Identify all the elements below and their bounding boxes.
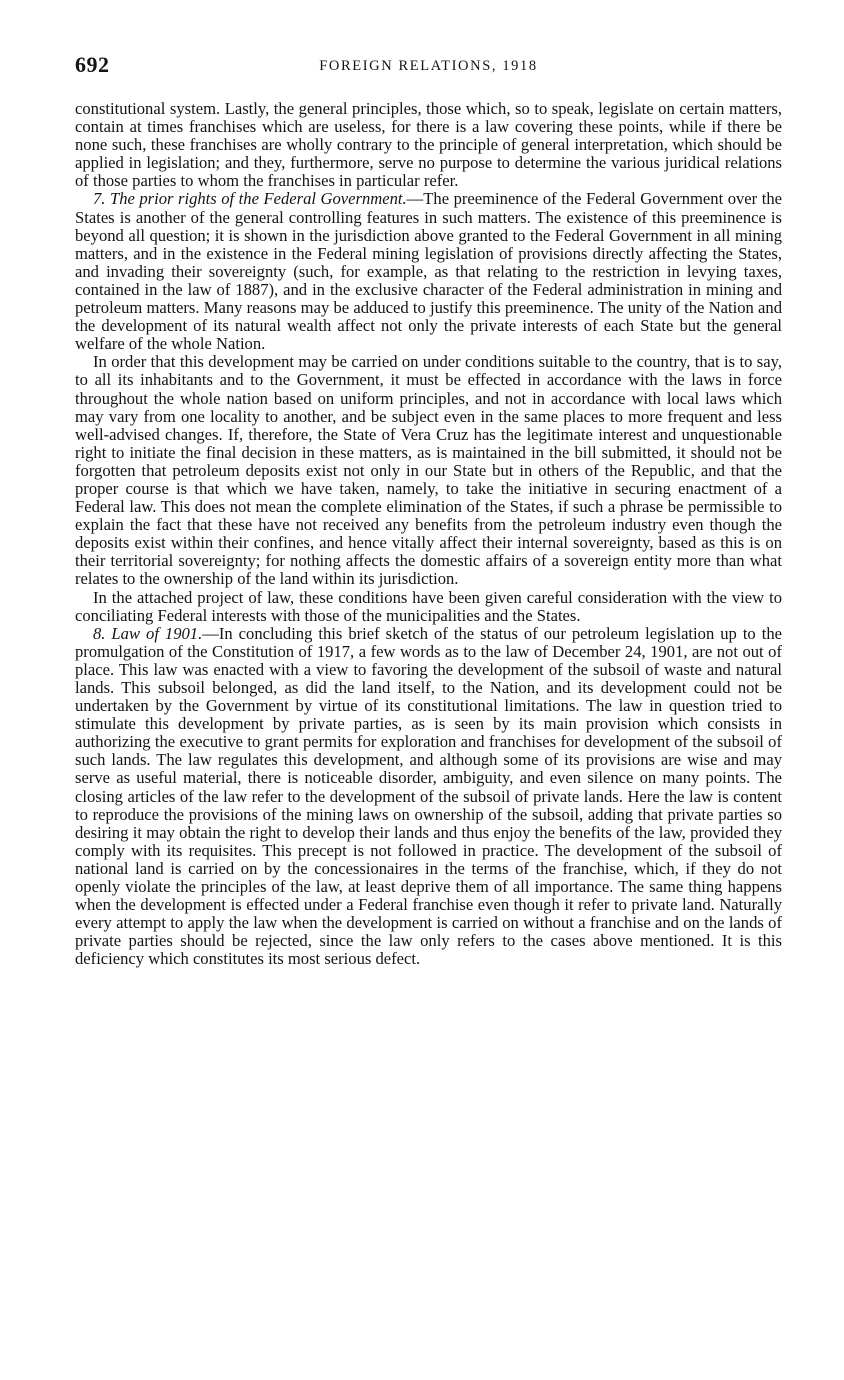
paragraph-text: In the attached project of law, these conditions have been given careful consideration with the view to conciliating Federal interests with those of the municipalities and the States. bbox=[75, 587, 782, 625]
paragraph-continuation bbox=[75, 100, 782, 190]
paragraph-section-8 bbox=[75, 625, 782, 969]
paragraph-text: —In concluding this brief sketch of the status of our petroleum legislation up to the promulgation of the Constitution of 1917, a few words as to the law of December 24, 1901, are not out of place. This law was enacted with a view to favoring the development of the subsoil of waste and natural lands. This subsoil belonged, as did the land itself, to the Nation, and its development could not be undertaken by the Government by virtue of its constitutional limitations. The law in question tried to stimulate this development by private parties, as is seen by its main provision which consists in authorizing the executive to grant permits for exploration and franchises for development of the subsoil of such lands. The law regulates this development, and although some of its provisions are wise and may serve as useful material, there is noticeable disorder, ambiguity, and even silence on many points. The closing articles of the law refer to the development of the subsoil of private lands. Here the law is content to reproduce the provisions of the mining laws on ownership of the subsoil, adding that private parties so desiring it may obtain the right to develop their lands and thus enjoy the benefits of the law, provided they comply with its requisites. This precept is not followed in practice. The development of the subsoil of national land is carried on by the concessionaires in the terms of the franchise, which, if they do not openly violate the principles of the law, at least deprive them of all importance. The same thing happens when the development is effected under a Federal franchise even though it refer to private land. Naturally every attempt to apply the law when the development is carried on without a franchise and on the lands of private parties should be rejected, since the law only refers to the cases above mentioned. It is this deficiency which constitutes its most serious defect. bbox=[75, 623, 782, 969]
paragraph-attached-project bbox=[75, 589, 782, 625]
body-text bbox=[75, 100, 782, 969]
section-heading: 8. Law of 1901. bbox=[93, 623, 203, 643]
paragraph-development bbox=[75, 353, 782, 588]
page-header bbox=[75, 52, 782, 82]
paragraph-text: In order that this development may be carried on under conditions suitable to the country, that is to say, to all its inhabitants and to the Government, it must be effected in accordance with the laws in force throughout the whole nation based on uniform principles, and not in accordance with local laws which may vary from one locality to another, and be subject even in the same places to more frequent and less well-advised changes. If, therefore, the State of Vera Cruz has the legitimate interest and unquestionable right to initiate the final decision in these matters, as is maintained in the bill submitted, it should not be forgotten that petroleum deposits exist not only in our State but in others of the Republic, and that the proper course is that which we have taken, namely, to take the initiative in securing enactment of a Federal law. This does not mean the complete elimination of the States, if such a phrase be permissible to explain the fact that these have not received any benefits from the petroleum industry even though the deposits exist within their confines, and hence vitally affect their internal sovereignty, based as this is on their territorial sovereignty; for nothing affects the domestic affairs of a sovereign entity more than what relates to the ownership of the land within its jurisdiction. bbox=[75, 352, 782, 589]
paragraph-text: —The preeminence of the Federal Government over the States is another of the general controlling features in such matters. The existence of this preeminence is beyond all question; it is shown in the jurisdiction above granted to the Federal Government in all mining matters, and in the existence in the Federal mining legislation of provisions directly affecting the States, and invading their sovereignty (such, for example, as that relating to the restriction in levying taxes, contained in the law of 1887), and in the exclusive character of the Federal administration in mining and petroleum matters. Many reasons may be adduced to justify this preeminence. The unity of the Nation and the development of its natural wealth affect not only the private interests of each State but the general welfare of the whole Nation. bbox=[75, 189, 782, 354]
paragraph-section-7 bbox=[75, 190, 782, 353]
page-number: 692 bbox=[75, 52, 110, 77]
section-heading: 7. The prior rights of the Federal Government. bbox=[93, 189, 407, 209]
running-head: FOREIGN RELATIONS, 1918 bbox=[319, 58, 538, 74]
paragraph-text: constitutional system. Lastly, the general principles, those which, so to speak, legislate on certain matters, contain at times franchises which are useless, for there is a law covering these points, while if there be none such, these franchises are wholly contrary to the principle of general interpretation, which should be applied in legislation; and they, furthermore, serve no purpose to determine the various juridical relations of those parties to whom the franchises in particular refer. bbox=[75, 99, 782, 191]
document-page bbox=[75, 52, 782, 969]
